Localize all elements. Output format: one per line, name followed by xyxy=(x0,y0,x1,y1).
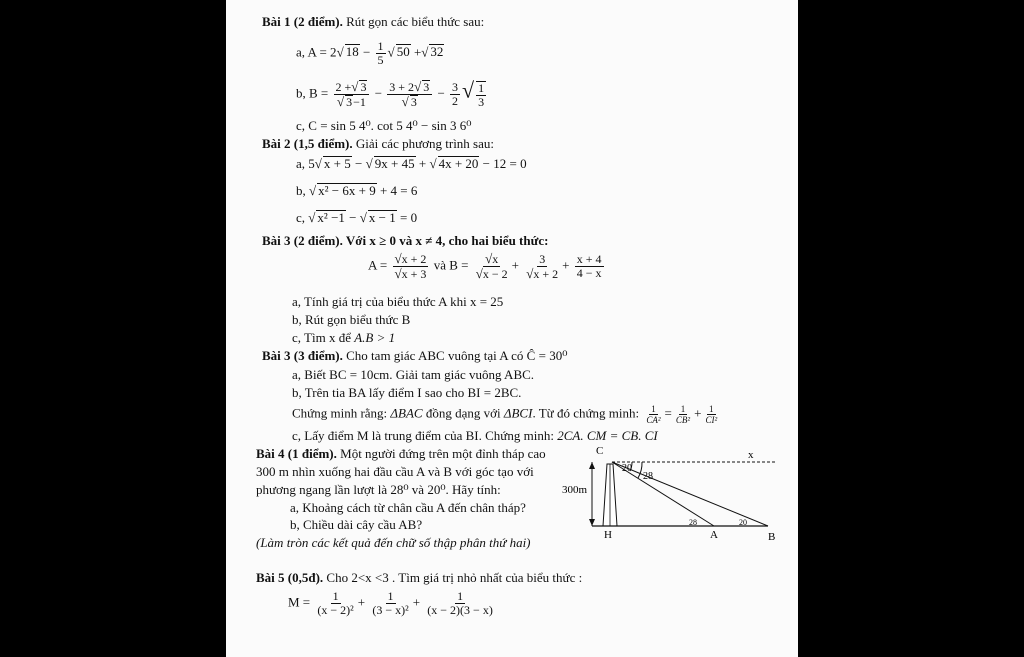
angle-arc-2 xyxy=(638,462,642,478)
b4-b: b, Chiều dài cây cầu AB? xyxy=(290,517,423,532)
b1-b-frac1: $\frac{2 +√ 3}{√ 3-1}$ xyxy=(334,80,370,109)
b5-f2n: 1 xyxy=(387,589,394,603)
label-height: 300m xyxy=(562,484,588,496)
b4-line3: phương ngang lần lượt là 28⁰ và 20⁰. Hãy tính: xyxy=(256,482,501,497)
b3-a: a, Tính giá trị của biểu thức A khi x = 25 xyxy=(292,294,504,309)
b1-b-f4n: 1 xyxy=(478,80,485,95)
b3-a-frac: $\frac{√x + 2}{√x + 3}$ xyxy=(394,251,427,281)
label-angle-A: 28 xyxy=(689,518,697,527)
b2-c-r1: x² −1 xyxy=(317,210,345,225)
b3b-f1d: CA² xyxy=(646,415,661,425)
b1-b-f2n-a: 3 + 2 xyxy=(389,80,415,94)
b1-b-f1d-r: 3 xyxy=(346,95,353,109)
b4-heading: Bài 4 (1 điểm). xyxy=(256,446,337,461)
b5-f3d: (x − 2)(3 − x) xyxy=(427,603,493,617)
b3b-a: a, Biết BC = 10cm. Giải tam giác vuông ABC. xyxy=(292,367,535,382)
b5-heading-line xyxy=(256,570,582,586)
b1-a-fn: 1 xyxy=(377,39,384,53)
b1-a-plus: + xyxy=(413,44,422,60)
b3b-f2n: 1 xyxy=(680,404,686,414)
label-H: H xyxy=(604,529,612,541)
b1-b-f2d-r: 3 xyxy=(410,95,417,109)
b1-a-fd: 5 xyxy=(377,53,384,67)
b3-a-num: x + 2 xyxy=(401,252,427,266)
b5-m: M = xyxy=(288,594,311,610)
b3b-f3d: CI² xyxy=(705,415,718,425)
b3-b-label: B = xyxy=(449,257,469,273)
b2-c-prefix: c, xyxy=(296,210,306,225)
b1-b-frac2: $\frac{3 + 2√ 3}{√ 3}$ xyxy=(387,80,432,109)
b3b-prove-m1: ΔBAC xyxy=(390,405,423,421)
b5-heading: Bài 5 (0,5đ). xyxy=(256,570,324,585)
b4-line1 xyxy=(256,446,546,462)
b5-f2d: (3 − x)² xyxy=(372,603,409,617)
b5-f3n: 1 xyxy=(457,589,464,603)
b4-note: (Làm tròn các kết quả đến chữ số thập phân thứ hai) xyxy=(256,535,531,550)
b5-f3 xyxy=(425,590,495,617)
b2-a-prefix: a, 5 xyxy=(296,156,315,171)
b3b-heading-rest: Cho tam giác ABC vuông tại A có Ĉ = 30⁰ xyxy=(342,348,568,363)
b3b-f1n: 1 xyxy=(651,404,656,414)
label-x: x xyxy=(748,449,754,461)
b2-b-prefix: b, xyxy=(296,183,306,198)
height-arrow-top xyxy=(589,462,595,469)
b3-heading: Bài 3 (2 điểm). Với x ≥ 0 và x ≠ 4, cho hai biểu thức: xyxy=(262,233,549,248)
b3-c-math: A.B > 1 xyxy=(354,330,396,345)
b1-heading: Bài 1 (2 điểm). xyxy=(262,14,343,29)
b5-f2 xyxy=(370,590,410,617)
label-B: B xyxy=(768,531,776,543)
b3-a-label: A = xyxy=(368,257,388,273)
b3b-prove-1: Chứng minh rằng: xyxy=(292,405,391,421)
b1-b-f3n: 3 xyxy=(452,80,459,94)
b2-a-expr: a, 5√ x + 5 − √ 9x + 45 + √ 4x + 20 − 12 = 0 xyxy=(296,156,527,171)
b3b-heading-line xyxy=(262,348,567,364)
height-arrow-bottom xyxy=(589,519,595,526)
b1-b-f1n-r: 3 xyxy=(360,80,367,94)
b1-a-expr: a, A = 2√ 18 − $\frac{1}{5}$ √ 50 +√ 32 xyxy=(296,39,444,67)
b5-f1 xyxy=(315,590,355,617)
b3-b-f3d: 4 − x xyxy=(576,266,602,280)
label-C: C xyxy=(596,445,604,457)
b1-a-frac xyxy=(376,40,386,67)
b1-a-prefix: a, A = 2 xyxy=(296,44,337,60)
b1-a-minus: − xyxy=(362,44,371,60)
b3b-prove: Chứng minh rằng: ΔBAC đồng dạng với ΔBCI. Từ đó chứng minh: $\frac{1}{\text{CA²}}$ = $\frac{1}{\text{CB²}}$ + $\frac{1}{\text{CI²}}$ xyxy=(292,404,718,425)
b3-a-den: x + 3 xyxy=(401,267,427,281)
b1-b-frac3 xyxy=(450,81,460,108)
b3-b: b, Rút gọn biểu thức B xyxy=(292,312,411,327)
b4-line2: 300 m nhìn xuống hai đầu cầu A và B với góc tạo với xyxy=(256,464,534,479)
b3b-prove-m2: ΔBCI xyxy=(503,405,533,421)
b3b-heading: Bài 3 (3 điểm). xyxy=(262,348,343,363)
b1-heading-rest: Rút gọn các biểu thức sau: xyxy=(342,14,485,29)
b3-b-frac2: $\frac{3}{√x + 2}$ xyxy=(526,251,559,281)
b3-b-f2d: x + 2 xyxy=(533,266,559,281)
b1-b-f4d: 3 xyxy=(478,94,485,109)
b2-heading-line xyxy=(262,136,494,152)
b1-b-f2n-r: 3 xyxy=(423,80,430,94)
b3b-c-text: c, Lấy điểm M là trung điểm của BI. Chứng minh: xyxy=(292,428,558,443)
tower-bridge-figure xyxy=(562,444,784,546)
b1-c-expr: c, C = sin 5 4⁰. cot 5 4⁰ − sin 3 6⁰ xyxy=(296,118,472,133)
b2-a-r3: 4x + 20 xyxy=(438,156,479,171)
label-angle-28: 28 xyxy=(643,471,653,482)
b1-heading-line xyxy=(262,14,484,30)
b1-b-frac4 xyxy=(476,81,486,109)
b3b-f1 xyxy=(644,404,662,425)
b2-c-r2: x − 1 xyxy=(368,210,396,225)
b3-va: và xyxy=(433,257,446,273)
b2-heading-rest: Giải các phương trình sau: xyxy=(352,136,494,151)
b3-b-f2n: 3 xyxy=(539,251,546,266)
b1-b-f1n-a: 2 + xyxy=(335,80,352,94)
b1-b-f3d: 2 xyxy=(452,94,459,108)
b3-b-f3n: x + 4 xyxy=(576,252,602,266)
b1-b-f1d-b: −1 xyxy=(353,95,366,109)
b3-expressions: A = $\frac{√x + 2}{√x + 3}$ và B = $\frac{√x}{√x - 2}$ + $\frac{3}{√x + 2}$ + $\frac{x + 4}{4 - x}$ xyxy=(368,251,602,281)
b5-f1n: 1 xyxy=(332,589,339,603)
b5-heading-rest: Cho 2<x <3 . Tìm giá trị nhỏ nhất của biểu thức : xyxy=(323,570,583,585)
exam-paper xyxy=(226,0,798,657)
b2-c-end: = 0 xyxy=(399,210,418,225)
b3b-prove-3: . Từ đó chứng minh: xyxy=(532,405,643,421)
b3-b-f1d: x − 2 xyxy=(482,267,508,281)
b3b-prove-2: đồng dạng với xyxy=(422,405,504,421)
b3b-c-math: 2CA. CM = CB. CI xyxy=(557,428,658,443)
b3b-f2d: CB² xyxy=(675,415,691,425)
b4-line1-rest: Một người đứng trên một đỉnh tháp cao xyxy=(336,446,546,461)
b3b-f3 xyxy=(703,404,719,425)
label-angle-20: 20 xyxy=(622,463,632,474)
b2-b-expr: b, √ x² − 6x + 9 + 4 = 6 xyxy=(296,183,418,198)
b5-f1d: (x − 2)² xyxy=(317,603,354,617)
b3-c-text: c, Tìm x để xyxy=(292,330,355,345)
b2-b-r: x² − 6x + 9 xyxy=(318,183,376,198)
b1-a-r2: 50 xyxy=(396,44,410,60)
label-angle-B: 20 xyxy=(739,518,747,527)
b3b-b: b, Trên tia BA lấy điểm I sao cho BI = 2BC. xyxy=(292,385,522,400)
b2-a-r2: 9x + 45 xyxy=(374,156,415,171)
b2-heading: Bài 2 (1,5 điểm). xyxy=(262,136,353,151)
b3-b-frac1: $\frac{√x}{√x - 2}$ xyxy=(475,251,508,281)
b1-a-r3: 32 xyxy=(430,44,444,60)
b3-b-frac3 xyxy=(575,253,604,280)
b3b-c xyxy=(292,428,658,444)
b3-b-f1n: x xyxy=(492,252,499,266)
b2-b-end: + 4 = 6 xyxy=(379,183,418,198)
b3-c xyxy=(292,330,395,346)
b2-a-r1: x + 5 xyxy=(323,156,351,171)
b5-expr: M = $\frac{1}{\text{(x − 2)²}}$ + $\frac{1}{\text{(3 − x)²}}$ + $\frac{1}{(x - 2)(3 - x)}$ xyxy=(288,589,493,617)
b1-b-expr: b, B = $\frac{2 +√ 3}{√ 3-1}$ − $\frac{3 + 2√ 3}{√ 3}$ − $\frac{3}{2}$ √ $\frac{1}{3}$ xyxy=(296,77,485,109)
b2-a-end: − 12 = 0 xyxy=(482,156,527,171)
label-A: A xyxy=(710,529,718,541)
b1-b-prefix: b, B = xyxy=(296,85,329,101)
b4-a: a, Khoảng cách từ chân cầu A đến chân tháp? xyxy=(290,500,526,515)
b1-a-r1: 18 xyxy=(345,44,359,60)
line-to-B xyxy=(612,462,768,526)
b3b-f3n: 1 xyxy=(709,404,714,414)
b2-c-expr: c, √ x² −1 − √ x − 1 = 0 xyxy=(296,210,418,225)
b3b-f2 xyxy=(674,404,692,425)
